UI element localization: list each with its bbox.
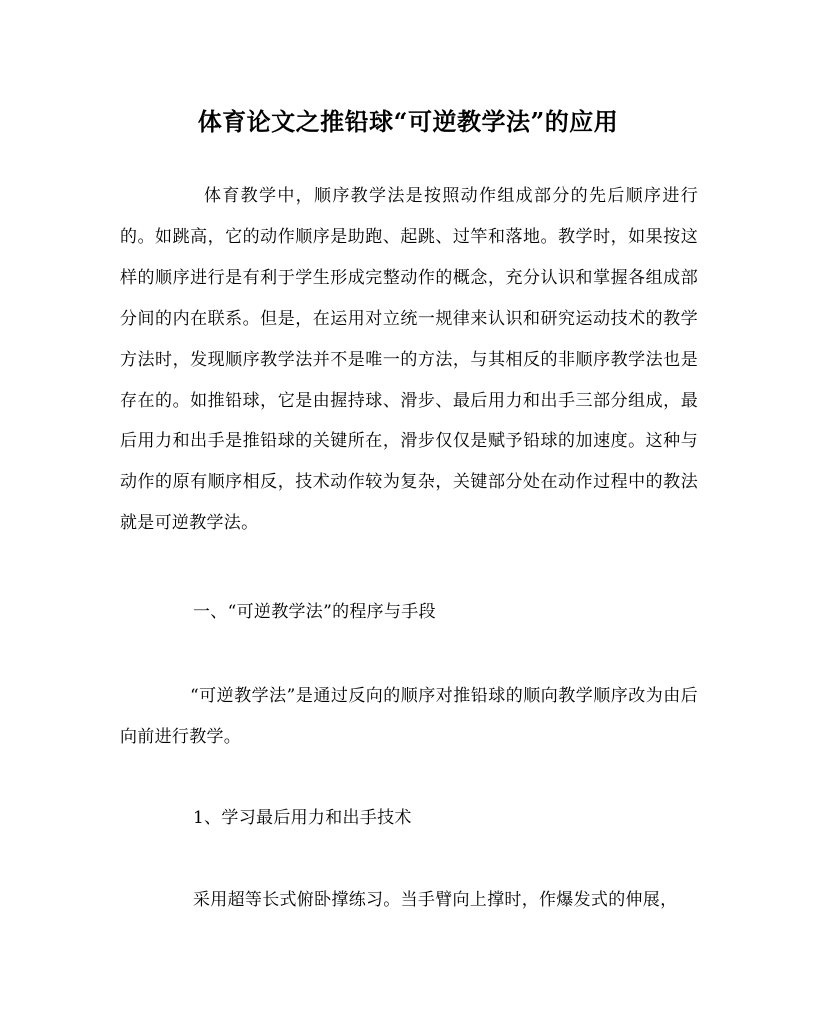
paragraph-method-definition: “可逆教学法”是通过反向的顺序对推铅球的顺向教学顺序改为由后向前进行教学。	[120, 686, 698, 747]
section-heading-1: 一、“可逆教学法”的程序与手段	[193, 602, 436, 622]
document-title: 体育论文之推铅球“可逆教学法”的应用	[197, 107, 619, 136]
paragraph-intro: 体育教学中，顺序教学法是按照动作组成部分的先后顺序进行的。如跳高，它的动作顺序是助跑、起跳、过竿和落地。教学时，如果按这样的顺序进行是有利于学生形成完整动作的概念，充分认识和掌握各组成部分间的内在联系。但是，在运用对立统一规律来认识和研究运动技术的教学方法时，发现顺序教学法并不是唯一的方法，与其相反的非顺序教学法也是存在的。如推铅球，它是由握持球、滑步、最后用力和出手三部分组成，最后用力和出手是推铅球的关键所在，滑步仅仅是赋予铅球的加速度。这种与动作的原有顺序相反，技术动作较为复杂，关键部分处在动作过程中的教法就是可逆教学法。	[120, 186, 698, 534]
paragraph-practice: 采用超等长式俯卧撑练习。当手臂向上撑时，作爆发式的伸展，	[193, 890, 678, 910]
subsection-heading-1: 1、学习最后用力和出手技术	[193, 808, 412, 828]
